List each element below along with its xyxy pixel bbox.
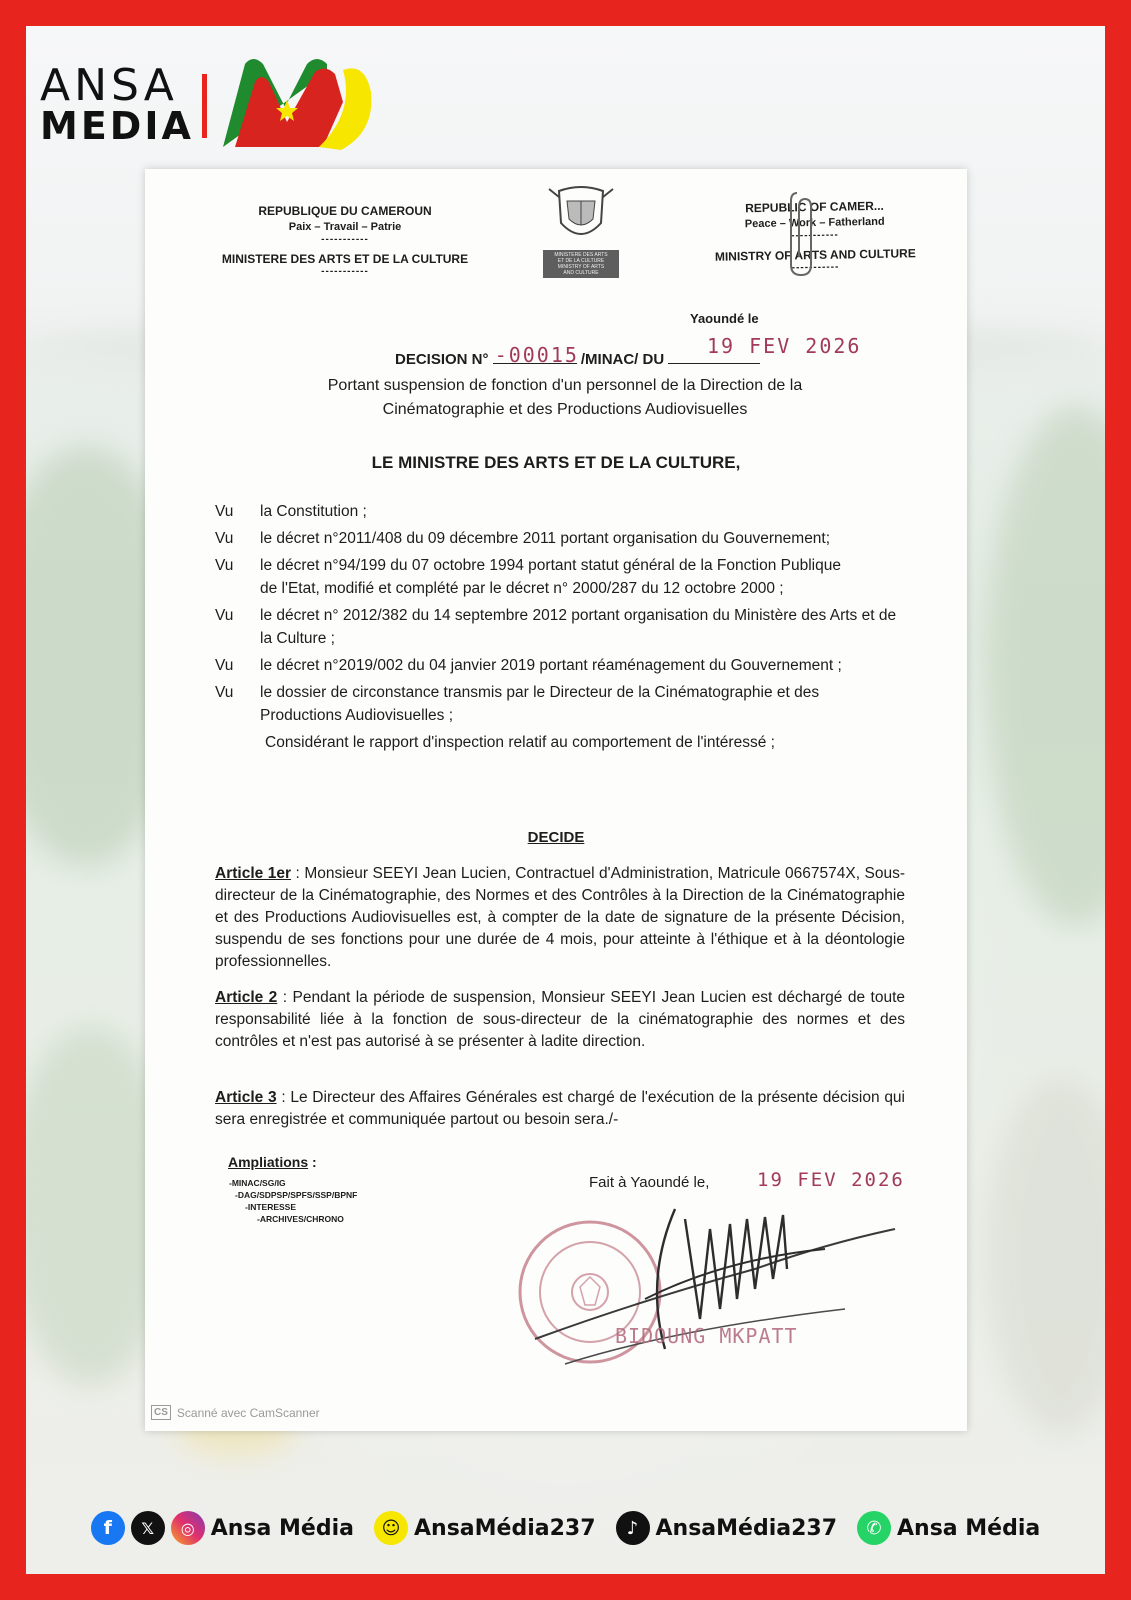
logo-m-mark-icon: [215, 52, 375, 154]
ansa-media-logo: [40, 40, 400, 150]
vu-item: [215, 681, 905, 727]
social-handle[interactable]: Ansa Média: [210, 1515, 354, 1541]
article-2: [215, 987, 905, 1053]
vu-item: [215, 500, 905, 523]
vu-item: [215, 654, 905, 677]
vu-continuation: de l'Etat, modifié et complété par le décret n° 2000/287 du 12 octobre 2000 ;: [260, 580, 784, 597]
vu-text: le dossier de circonstance transmis par le Directeur de la Cinématographie et des Productions Audiovisuelles ;: [260, 684, 820, 724]
decision-document: [145, 169, 967, 1431]
article-label: Article 3: [215, 1089, 277, 1106]
decision-subject: Portant suspension de fonction d'un personnel de la Direction de la Cinématographie et des Productions Audiovisuelles: [327, 377, 803, 418]
snapchat-icon[interactable]: ☺: [374, 1511, 408, 1545]
decision-number-line: [395, 343, 760, 368]
signatory-name-stamp: BIDOUNG MKPATT: [615, 1324, 798, 1348]
header-country-fr: REPUBLIQUE DU CAMEROUN: [258, 204, 432, 218]
article-1: [215, 863, 905, 973]
decision-mid: /MINAC/ DU: [580, 351, 665, 368]
decision-number-stamp: -00015: [494, 343, 579, 367]
vu-label: Vu: [215, 607, 234, 624]
vu-text: la Constitution ;: [260, 503, 367, 520]
article-label: Article 2: [215, 989, 278, 1006]
header-motto-fr: Paix – Travail – Patrie: [288, 221, 402, 233]
ampliation-item: -MINAC/SG/IG: [229, 1178, 286, 1188]
social-group-tiktok[interactable]: [616, 1511, 838, 1545]
article-text: : Pendant la période de suspension, Monsieur SEEYI Jean Lucien est déchargé de toute responsabilité liée à la fonction de sous-directeur de la cinématographie des normes et des contrôles et n'est pas autorisé à se présenter à ladite direction.: [215, 989, 906, 1050]
vu-item: [215, 554, 905, 577]
header-ministry-en: MINISTRY OF ARTS AND CULTURE: [714, 246, 916, 264]
ampliations-title: [228, 1154, 317, 1170]
vu-label: Vu: [215, 657, 234, 674]
decide-heading: DECIDE: [527, 829, 585, 846]
social-group-main[interactable]: [91, 1511, 354, 1545]
social-handle[interactable]: AnsaMédia237: [655, 1515, 837, 1541]
vu-text: le décret n° 2012/382 du 14 septembre 2012 portant organisation du Ministère des Arts et de la Culture ;: [260, 607, 897, 647]
fait-a-yaounde: Fait à Yaoundé le,: [589, 1174, 710, 1191]
vu-text: le décret n°2011/408 du 09 décembre 2011 portant organisation du Gouvernement;: [260, 530, 831, 547]
crest-caption: [543, 250, 619, 278]
header-separator: -----------: [791, 229, 839, 242]
vu-label: Vu: [215, 684, 234, 701]
logo-divider: [202, 74, 207, 138]
social-footer: [26, 1498, 1105, 1558]
social-handle[interactable]: AnsaMédia237: [414, 1515, 596, 1541]
article-label: Article 1er: [215, 865, 292, 882]
article-text: : Le Directeur des Affaires Générales est chargé de l'exécution de la présente décision qui sera enregistrée et communiquée partout ou besoin sera./-: [215, 1089, 905, 1128]
decision-date-stamp: 19 FEV 2026: [707, 334, 862, 358]
tiktok-icon[interactable]: ♪: [616, 1511, 650, 1545]
whatsapp-icon[interactable]: ✆: [857, 1511, 891, 1545]
place-date-top: Yaoundé le: [690, 311, 759, 326]
vu-list: [215, 500, 905, 754]
vu-item: [215, 527, 905, 550]
ampliation-item: -ARCHIVES/CHRONO: [257, 1214, 344, 1224]
logo-line-media: MEDIA: [40, 104, 194, 148]
header-country-en: REPUBLIC OF CAMER...: [745, 198, 884, 216]
vu-label: Vu: [215, 530, 234, 547]
article-text: : Monsieur SEEYI Jean Lucien, Contractuel d'Administration, Matricule 0667574X, Sous-directeur de la Cinématographie, des Normes et des Contrôles à la Direction de la Cinématographie et des Productions Audiovisuelles est, à compter de la date de signature de la présente Décision, suspendu de ses fonctions pour une durée de 4 mois, pour atteinte à l'éthique et à la déontologie professionnelles.: [215, 865, 905, 970]
social-handle[interactable]: Ansa Média: [897, 1515, 1041, 1541]
instagram-icon[interactable]: ◎: [171, 1511, 205, 1545]
facebook-icon[interactable]: f: [91, 1511, 125, 1545]
ampliation-item: -DAG/SDPSP/SPFS/SSP/BPNF: [235, 1190, 358, 1200]
article-3: [215, 1087, 905, 1131]
crest-caption-line: MINISTERE DES ARTS: [554, 252, 608, 258]
vu-text: le décret n°94/199 du 07 octobre 1994 portant statut général de la Fonction Publique: [260, 557, 841, 574]
cameroon-crest: [543, 183, 619, 287]
background-road: [986, 1076, 1105, 1436]
vu-label: Vu: [215, 557, 234, 574]
social-group-snapchat[interactable]: [374, 1511, 596, 1545]
logo-line-ansa: ANSA: [40, 60, 178, 111]
header-ministry-fr: MINISTERE DES ARTS ET DE LA CULTURE: [221, 252, 469, 266]
ampliation-item: -INTERESSE: [245, 1202, 297, 1212]
paperclip-icon: [787, 187, 817, 279]
decision-prefix: DECISION N°: [395, 351, 489, 368]
social-group-whatsapp[interactable]: [857, 1511, 1040, 1545]
header-left: [205, 203, 485, 277]
vu-text: le décret n°2019/002 du 04 janvier 2019 portant réaménagement du Gouvernement ;: [260, 657, 842, 674]
crest-caption-line: MINISTRY OF ARTS: [557, 264, 605, 270]
ampliations-label: Ampliations: [228, 1154, 309, 1170]
logo-wordmark: [40, 60, 194, 148]
header-separator: -----------: [791, 261, 840, 274]
page-frame: [26, 26, 1105, 1574]
crest-caption-line: AND CULTURE: [563, 270, 599, 276]
background-foliage: [986, 406, 1105, 926]
vu-label: Vu: [215, 503, 234, 520]
ampliations-colon: :: [308, 1154, 317, 1170]
crest-icon: [543, 183, 619, 245]
scanner-watermark: [151, 1405, 320, 1420]
camscanner-icon: CS: [151, 1405, 171, 1420]
signature-date-stamp: 19 FEV 2026: [757, 1169, 905, 1191]
header-separator: -----------: [321, 234, 369, 245]
x-icon[interactable]: 𝕏: [131, 1511, 165, 1545]
header-motto-en: Peace – Work – Fatherland: [744, 215, 885, 231]
header-separator: -----------: [321, 266, 369, 277]
crest-caption-line: ET DE LA CULTURE: [557, 258, 605, 264]
considerant: Considérant le rapport d'inspection relatif au comportement de l'intéressé ;: [265, 734, 775, 751]
minister-title: LE MINISTRE DES ARTS ET DE LA CULTURE,: [371, 453, 741, 472]
scanner-note: Scanné avec CamScanner: [176, 1405, 320, 1420]
vu-item: [215, 604, 905, 650]
